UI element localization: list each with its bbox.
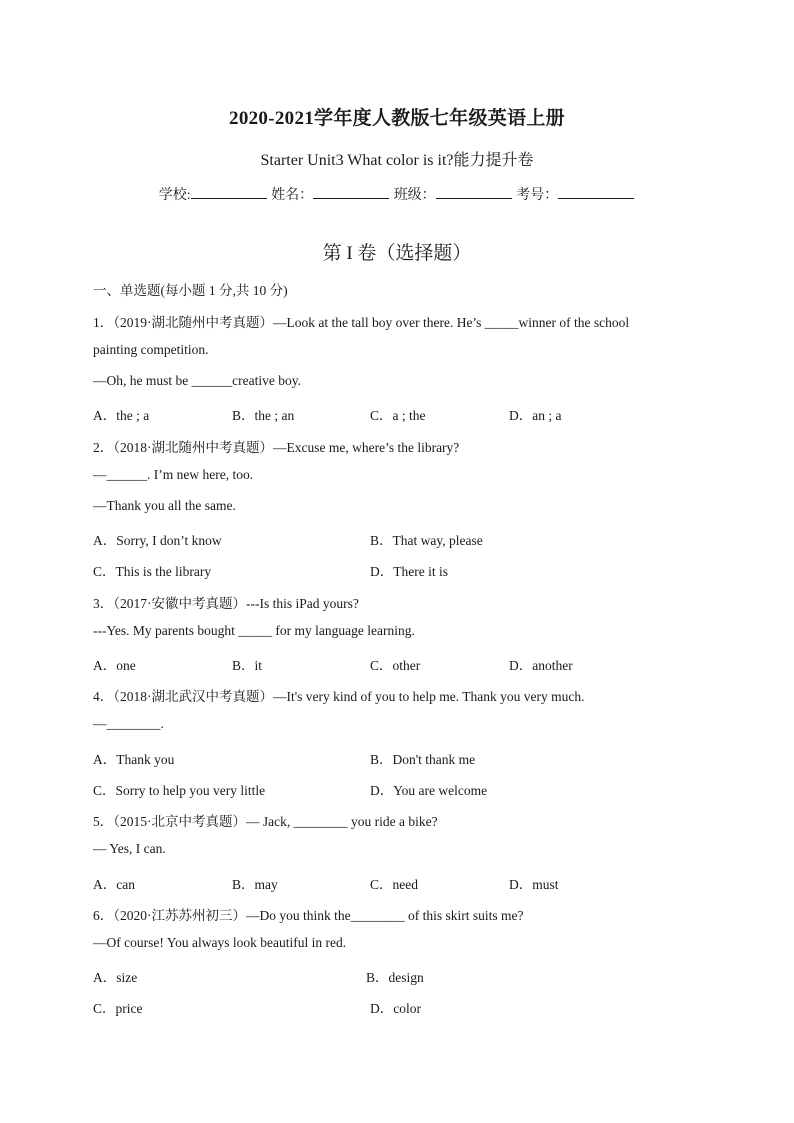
question-1-option-a[interactable]: A．the ; a [93,408,150,423]
question-1-option-b[interactable]: B．the ; an [232,408,295,423]
school-blank[interactable] [191,184,267,199]
question-1-line-1: 1．（2019·湖北随州中考真题）—Look at the tall boy over there. He’s _____winner of the school [93,315,630,330]
question-1-option-c[interactable]: C．a ; the [370,408,426,423]
name-blank[interactable] [313,184,389,199]
name-label: 姓名： [271,188,314,203]
question-6-option-c[interactable]: C．price [93,1001,143,1016]
question-5-line-1: 5．（2015·北京中考真题）— Jack, ________ you ride a bike? [93,814,438,829]
question-4-option-b[interactable]: B．Don't thank me [370,752,476,767]
class-blank[interactable] [436,184,512,199]
question-2-option-d[interactable]: D．There it is [370,564,448,579]
question-3-option-b[interactable]: B．it [232,658,263,673]
question-3-option-c[interactable]: C．other [370,658,421,673]
question-5-option-d[interactable]: D．must [509,877,559,892]
question-3-line-2: ---Yes. My parents bought _____ for my language learning. [93,623,415,638]
question-3-line-1: 3．（2017·安徽中考真题）---Is this iPad yours? [93,596,359,611]
question-3-option-d[interactable]: D．another [509,658,573,673]
page-subtitle: Starter Unit3 What color is it?能力提升卷 [260,152,534,169]
question-5-option-c[interactable]: C．need [370,877,418,892]
question-1-line-3: —Oh, he must be ______creative boy. [93,373,301,388]
question-6-option-a[interactable]: A．size [93,970,138,985]
question-1-option-d[interactable]: D．an ; a [509,408,562,423]
question-2-line-2: —______. I’m new here, too. [93,467,254,482]
question-1-line-2: painting competition. [93,342,209,357]
question-5-option-b[interactable]: B．may [232,877,278,892]
question-5-line-2: — Yes, I can. [93,841,166,856]
class-label: 班级： [393,188,436,203]
question-4-line-1: 4．（2018·湖北武汉中考真题）—It's very kind of you to help me. Thank you very much. [93,689,585,704]
question-2-line-3: —Thank you all the same. [93,498,236,513]
question-2-option-c[interactable]: C．This is the library [93,564,212,579]
page-title: 2020-2021学年度人教版七年级英语上册 [229,108,565,129]
question-2-line-1: 2．（2018·湖北随州中考真题）—Excuse me, where’s the library? [93,440,460,455]
school-label: 学校: [158,188,191,203]
question-4-option-d[interactable]: D．You are welcome [370,783,488,798]
question-3-option-a[interactable]: A．one [93,658,136,673]
question-2-option-b[interactable]: B．That way, please [370,533,483,548]
question-6-option-d[interactable]: D．color [370,1001,421,1016]
student-info-row [0,184,794,204]
section-heading: 一、单选题(每小题 1 分,共 10 分) [93,283,288,298]
question-5-option-a[interactable]: A．can [93,877,135,892]
question-2-option-a[interactable]: A．Sorry, I don’t know [93,533,222,548]
section-title: 第 I 卷（选择题） [322,243,472,264]
question-6-line-2: —Of course! You always look beautiful in red. [93,935,347,950]
question-6-option-b[interactable]: B．design [366,970,424,985]
exam-number-blank[interactable] [558,184,634,199]
exam-number-label: 考号： [516,188,559,203]
question-4-line-2: —________. [93,716,164,731]
question-6-line-1: 6．（2020·江苏苏州初三）—Do you think the________ of this skirt suits me? [93,908,524,923]
question-4-option-a[interactable]: A．Thank you [93,752,175,767]
question-4-option-c[interactable]: C．Sorry to help you very little [93,783,266,798]
